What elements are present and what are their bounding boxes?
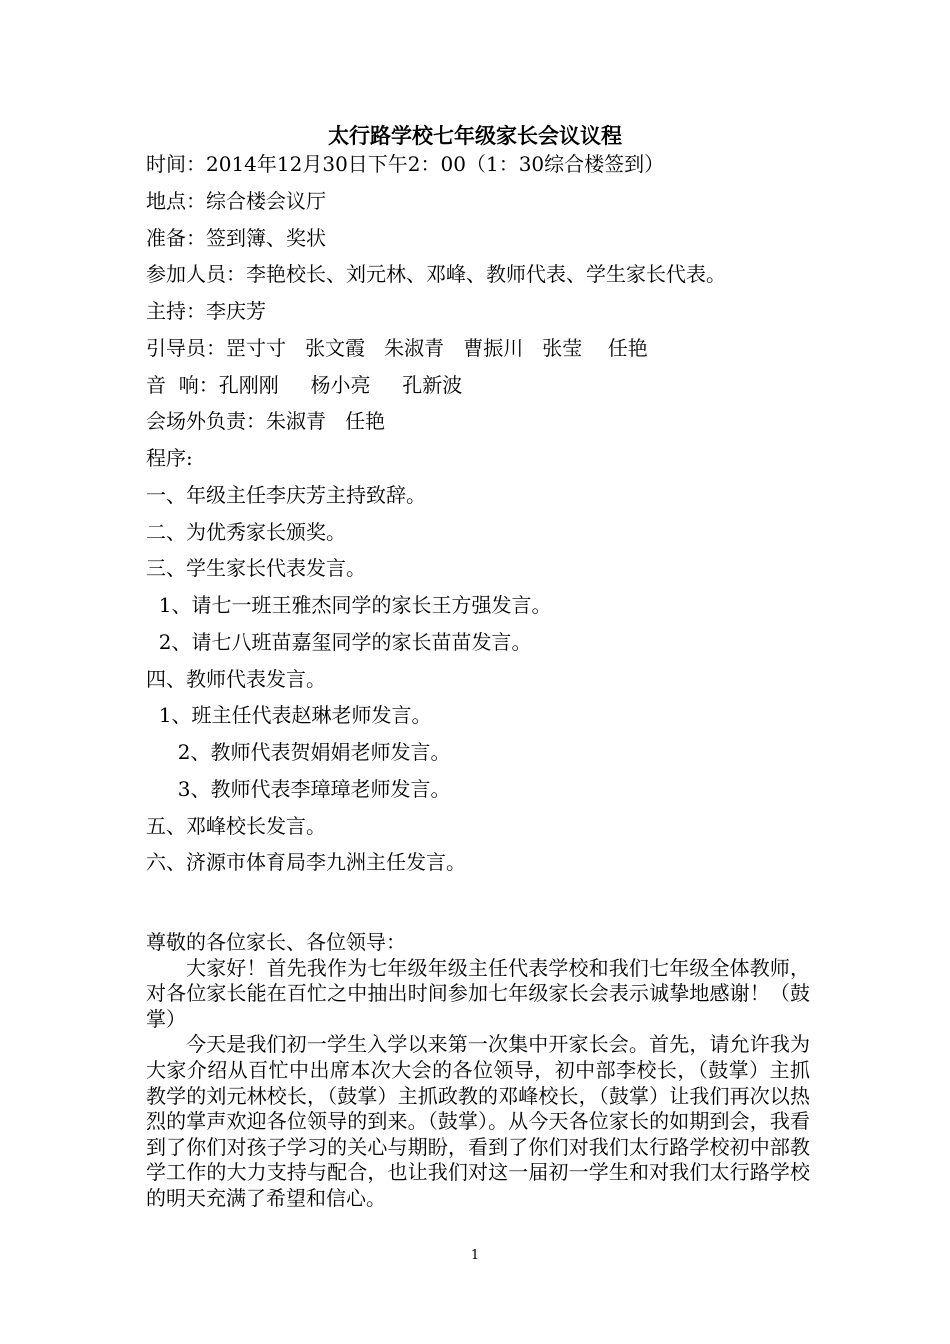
agenda-time: 时间：2014年12月30日下午2：00（1：30综合楼签到） [146, 152, 665, 176]
agenda-subitem: 2、教师代表贺娟娟老师发言。 [146, 740, 451, 764]
agenda-subitem: 2、请七八班苗嘉玺同学的家长苗苗发言。 [146, 629, 532, 654]
agenda-host: 主持：李庆芳 [146, 299, 266, 323]
agenda-list [146, 146, 846, 881]
agenda-preparation: 准备：签到簿、奖状 [146, 225, 326, 250]
speech-paragraph: 大家好！首先我作为七年级年级主任代表学校和我们七年级全体教师，对各位家长能在百忙之中抽出时间参加七年级家长会表示诚挚地感谢！（鼓掌） [146, 955, 810, 1031]
agenda-audio: 音 响：孔刚刚 杨小亮 孔新波 [146, 372, 463, 397]
agenda-item: 三、学生家长代表发言。 [146, 556, 366, 581]
agenda-item: 五、邓峰校长发言。 [146, 813, 326, 838]
agenda-subitem: 1、班主任代表赵琳老师发言。 [146, 703, 432, 728]
agenda-item: 四、教师代表发言。 [146, 666, 326, 691]
document-title: 太行路学校七年级家长会议议程 [328, 123, 622, 148]
agenda-location: 地点：综合楼会议厅 [146, 188, 326, 213]
speech-section [146, 930, 810, 1212]
agenda-outside-staff: 会场外负责：朱淑青 任艳 [146, 409, 386, 434]
agenda-item: 二、为优秀家长颁奖。 [146, 519, 346, 544]
agenda-subitem: 3、教师代表李璋璋老师发言。 [146, 776, 451, 801]
agenda-item: 六、济源市体育局李九洲主任发言。 [146, 850, 466, 875]
agenda-subitem: 1、请七一班王雅杰同学的家长王方强发言。 [146, 593, 552, 617]
page-number: 1 [470, 1248, 480, 1263]
agenda-guides: 引导员：罡寸寸 张文霞 朱淑青 曹振川 张莹 任艳 [146, 335, 648, 360]
agenda-item: 一、年级主任李庆芳主持致辞。 [146, 482, 426, 507]
speech-salutation: 尊敬的各位家长、各位领导： [146, 930, 406, 954]
agenda-attendees: 参加人员：李艳校长、刘元林、邓峰、教师代表、学生家长代表。 [146, 262, 726, 287]
agenda-program-heading: 程序: [146, 446, 193, 470]
speech-paragraph: 今天是我们初一学生入学以来第一次集中开家长会。首先，请允许我为大家介绍从百忙中出席本次大会的各位领导，初中部李校长，（鼓掌）主抓教学的刘元林校长，（鼓掌）主抓政教的邓峰校长，（鼓掌）让我们再次以热烈的掌声欢迎各位领导的到来。（鼓掌）。从今天各位家长的如期到会，我看到了你们对孩子学习的关心与期盼，看到了你们对我们太行路学校初中部教学工作的大力支持与配合，也让我们对这一届初一学生和对我们太行路学校的明天充满了希望和信心。 [146, 1032, 810, 1210]
